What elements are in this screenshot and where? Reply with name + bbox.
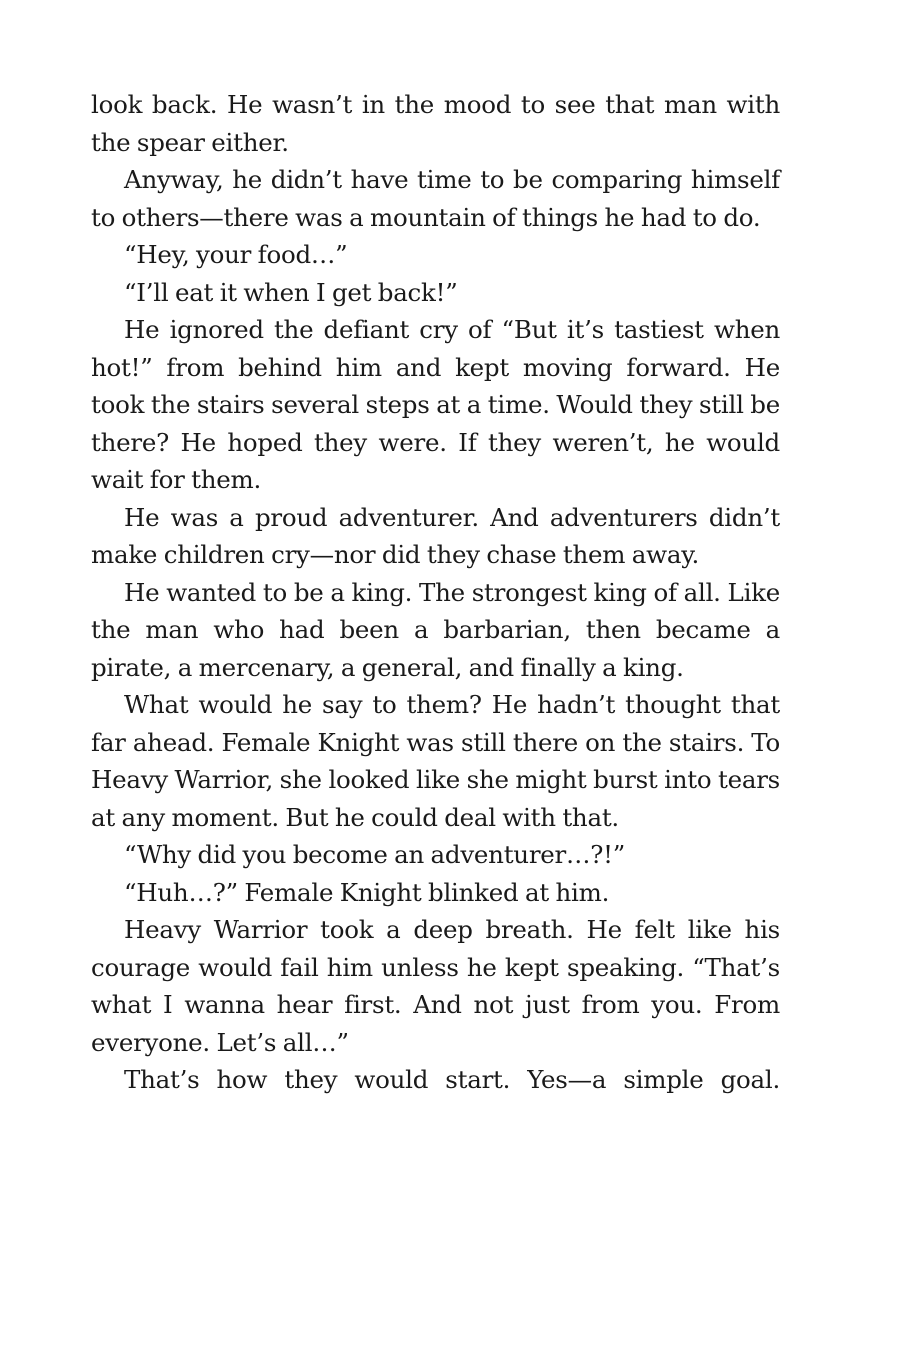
paragraph: He ignored the defiant cry of “But it’s tastiest when hot!” from behind him and kept moving forward. He took the stairs several steps at a time. Would they still be there? He hoped they were. If they weren’t, he would wait for them. xyxy=(91,315,780,494)
paragraph: “I’ll eat it when I get back!” xyxy=(124,277,458,307)
paragraph: “Huh…?” Female Knight blinked at him. xyxy=(124,877,610,907)
paragraph: look back. He wasn’t in the mood to see that man with the spear either. xyxy=(91,90,780,157)
paragraph: What would he say to them? He hadn’t thought that far ahead. Female Knight was still there on the stairs. To Heavy Warrior, she looked like she might burst into tears at any moment. But he could deal with that. xyxy=(91,690,780,832)
paragraph: He wanted to be a king. The strongest king of all. Like the man who had been a barbarian, then became a pirate, a mercenary, a general, and finally a king. xyxy=(91,577,780,682)
paragraph: Heavy Warrior took a deep breath. He felt like his courage would fail him unless he kept speaking. “That’s what I wanna hear first. And not just from you. From everyone. Let’s all…” xyxy=(91,915,780,1057)
paragraph: That’s how they would start. Yes—a simple goal. xyxy=(124,1065,780,1094)
page-text xyxy=(91,86,780,1099)
paragraph: “Hey, your food…” xyxy=(124,240,348,269)
paragraph: Anyway, he didn’t have time to be comparing himself to others—there was a mountain of things he had to do. xyxy=(91,165,780,232)
paragraph: “Why did you become an adventurer…?!” xyxy=(124,840,626,869)
paragraph: He was a proud adventurer. And adventurers didn’t make children cry—nor did they chase them away. xyxy=(91,502,780,569)
